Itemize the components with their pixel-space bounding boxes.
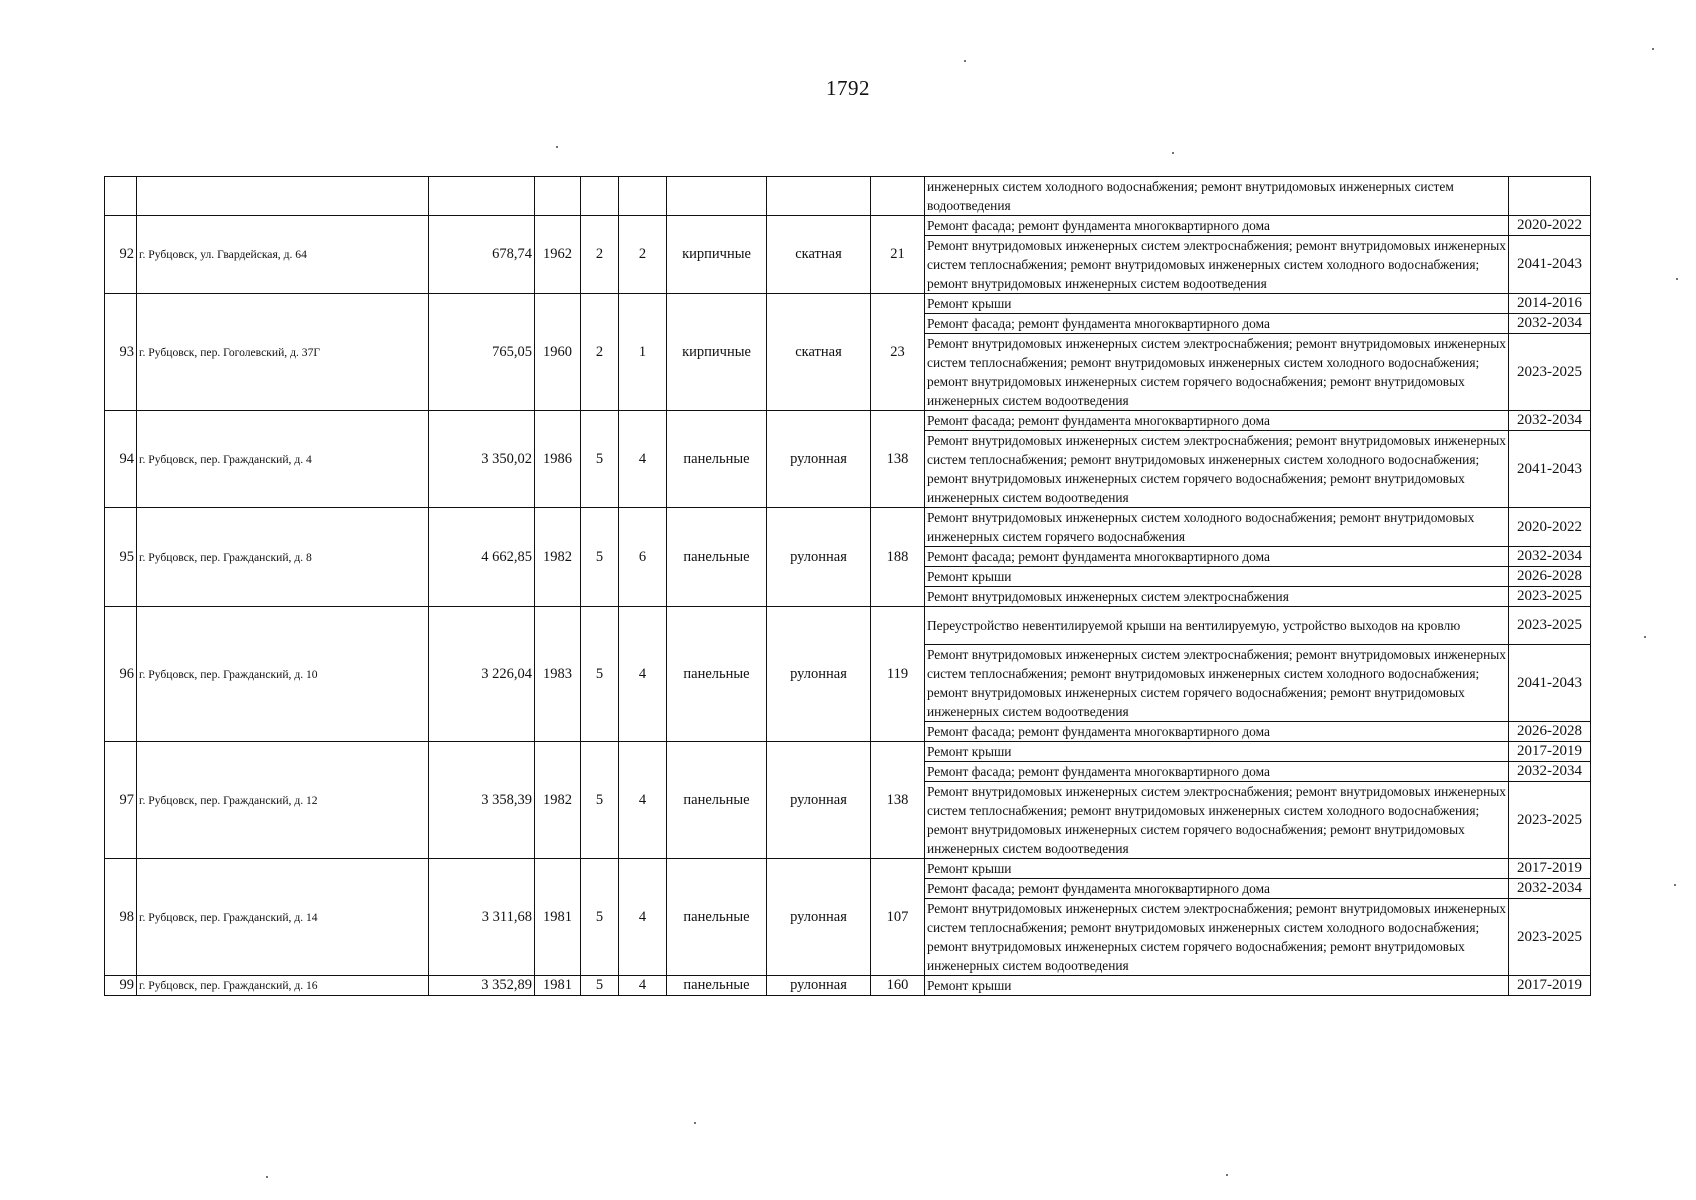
year-cell: 1983 — [535, 607, 581, 742]
work-period: 2020-2022 — [1509, 216, 1591, 236]
apartments-cell: 107 — [871, 859, 925, 976]
work-description: Ремонт внутридомовых инженерных систем электроснабжения; ремонт внутридомовых инженерных систем теплоснабжения; ремонт внутридомовых инженерных систем холодного водоснабжения; ремонт внутридомовых инженерных систем горячего водоснабжения; ремонт внутридомовых инженерных систем водоотведения — [925, 782, 1509, 859]
area-cell: 4 662,85 — [429, 508, 535, 607]
work-period: 2032-2034 — [1509, 547, 1591, 567]
row-number: 97 — [105, 742, 137, 859]
apartments-cell: 160 — [871, 976, 925, 996]
work-description: Ремонт фасада; ремонт фундамента многоквартирного дома — [925, 547, 1509, 567]
work-period: 2020-2022 — [1509, 508, 1591, 547]
area-cell: 3 226,04 — [429, 607, 535, 742]
table-row — [105, 976, 1591, 996]
entrances-cell: 2 — [619, 216, 667, 294]
table-row — [105, 508, 1591, 547]
floors-cell: 5 — [581, 859, 619, 976]
wall-material-cell: панельные — [667, 607, 767, 742]
floors-cell: 2 — [581, 216, 619, 294]
floors-cell: 5 — [581, 607, 619, 742]
empty-cell — [105, 177, 137, 216]
scan-speck — [556, 146, 558, 148]
work-period: 2032-2034 — [1509, 314, 1591, 334]
area-cell: 3 350,02 — [429, 411, 535, 508]
work-description: Ремонт крыши — [925, 859, 1509, 879]
housing-repair-table — [104, 176, 1591, 996]
apartments-cell: 119 — [871, 607, 925, 742]
year-cell: 1960 — [535, 294, 581, 411]
entrances-cell: 4 — [619, 607, 667, 742]
empty-cell — [667, 177, 767, 216]
work-description: Ремонт крыши — [925, 742, 1509, 762]
wall-material-cell: панельные — [667, 859, 767, 976]
scan-speck — [1676, 278, 1678, 280]
row-number: 96 — [105, 607, 137, 742]
work-description: Переустройство невентилируемой крыши на вентилируемую, устройство выходов на кровлю — [925, 607, 1509, 645]
row-number: 95 — [105, 508, 137, 607]
year-cell: 1982 — [535, 508, 581, 607]
empty-cell — [871, 177, 925, 216]
work-period: 2023-2025 — [1509, 334, 1591, 411]
table-row — [105, 294, 1591, 314]
floors-cell: 5 — [581, 742, 619, 859]
work-period: 2023-2025 — [1509, 899, 1591, 976]
entrances-cell: 4 — [619, 742, 667, 859]
roof-type-cell: скатная — [767, 294, 871, 411]
roof-type-cell: скатная — [767, 216, 871, 294]
work-period: 2026-2028 — [1509, 722, 1591, 742]
table-body — [105, 177, 1591, 996]
row-number: 98 — [105, 859, 137, 976]
year-cell: 1986 — [535, 411, 581, 508]
work-description: Ремонт фасада; ремонт фундамента многоквартирного дома — [925, 314, 1509, 334]
work-period: 2023-2025 — [1509, 587, 1591, 607]
scan-speck — [1652, 48, 1654, 50]
table-row — [105, 859, 1591, 879]
empty-cell — [767, 177, 871, 216]
apartments-cell: 188 — [871, 508, 925, 607]
apartments-cell: 138 — [871, 742, 925, 859]
work-description: Ремонт фасада; ремонт фундамента многоквартирного дома — [925, 216, 1509, 236]
scan-speck — [694, 1122, 696, 1124]
address-cell: г. Рубцовск, пер. Гражданский, д. 12 — [137, 742, 429, 859]
entrances-cell: 6 — [619, 508, 667, 607]
work-description: Ремонт внутридомовых инженерных систем электроснабжения — [925, 587, 1509, 607]
work-description: Ремонт внутридомовых инженерных систем электроснабжения; ремонт внутридомовых инженерных систем теплоснабжения; ремонт внутридомовых инженерных систем холодного водоснабжения; ремонт внутридомовых инженерных систем горячего водоснабжения; ремонт внутридомовых инженерных систем водоотведения — [925, 899, 1509, 976]
work-description: инженерных систем холодного водоснабжения; ремонт внутридомовых инженерных систем водоотведения — [925, 177, 1509, 216]
row-number: 93 — [105, 294, 137, 411]
empty-cell — [429, 177, 535, 216]
work-period: 2041-2043 — [1509, 645, 1591, 722]
roof-type-cell: рулонная — [767, 976, 871, 996]
area-cell: 3 352,89 — [429, 976, 535, 996]
address-cell: г. Рубцовск, пер. Гражданский, д. 4 — [137, 411, 429, 508]
work-period: 2026-2028 — [1509, 567, 1591, 587]
table-row — [105, 742, 1591, 762]
floors-cell: 2 — [581, 294, 619, 411]
work-period: 2023-2025 — [1509, 607, 1591, 645]
roof-type-cell: рулонная — [767, 607, 871, 742]
year-cell: 1981 — [535, 976, 581, 996]
scan-speck — [1674, 884, 1676, 886]
roof-type-cell: рулонная — [767, 411, 871, 508]
work-description: Ремонт внутридомовых инженерных систем электроснабжения; ремонт внутридомовых инженерных систем теплоснабжения; ремонт внутридомовых инженерных систем холодного водоснабжения; ремонт внутридомовых инженерных систем горячего водоснабжения; ремонт внутридомовых инженерных систем водоотведения — [925, 334, 1509, 411]
work-description: Ремонт внутридомовых инженерных систем электроснабжения; ремонт внутридомовых инженерных систем теплоснабжения; ремонт внутридомовых инженерных систем холодного водоснабжения; ремонт внутридомовых инженерных систем водоотведения — [925, 236, 1509, 294]
wall-material-cell: панельные — [667, 411, 767, 508]
work-period: 2041-2043 — [1509, 236, 1591, 294]
empty-cell — [137, 177, 429, 216]
table-row — [105, 216, 1591, 236]
area-cell: 678,74 — [429, 216, 535, 294]
entrances-cell: 4 — [619, 411, 667, 508]
work-description: Ремонт фасада; ремонт фундамента многоквартирного дома — [925, 762, 1509, 782]
work-description: Ремонт внутридомовых инженерных систем электроснабжения; ремонт внутридомовых инженерных систем теплоснабжения; ремонт внутридомовых инженерных систем холодного водоснабжения; ремонт внутридомовых инженерных систем горячего водоснабжения; ремонт внутридомовых инженерных систем водоотведения — [925, 645, 1509, 722]
apartments-cell: 138 — [871, 411, 925, 508]
table-row — [105, 607, 1591, 645]
work-description: Ремонт крыши — [925, 567, 1509, 587]
scan-speck — [964, 60, 966, 62]
address-cell: г. Рубцовск, пер. Гражданский, д. 8 — [137, 508, 429, 607]
table-row-continuation — [105, 177, 1591, 216]
roof-type-cell: рулонная — [767, 859, 871, 976]
apartments-cell: 23 — [871, 294, 925, 411]
area-cell: 765,05 — [429, 294, 535, 411]
apartments-cell: 21 — [871, 216, 925, 294]
work-period: 2032-2034 — [1509, 762, 1591, 782]
work-description: Ремонт крыши — [925, 294, 1509, 314]
entrances-cell: 4 — [619, 859, 667, 976]
wall-material-cell: панельные — [667, 742, 767, 859]
address-cell: г. Рубцовск, пер. Гражданский, д. 10 — [137, 607, 429, 742]
scan-speck — [1172, 152, 1174, 154]
floors-cell: 5 — [581, 976, 619, 996]
entrances-cell: 4 — [619, 976, 667, 996]
row-number: 92 — [105, 216, 137, 294]
work-description: Ремонт внутридомовых инженерных систем холодного водоснабжения; ремонт внутридомовых инженерных систем горячего водоснабжения — [925, 508, 1509, 547]
floors-cell: 5 — [581, 411, 619, 508]
roof-type-cell: рулонная — [767, 508, 871, 607]
work-description: Ремонт фасада; ремонт фундамента многоквартирного дома — [925, 411, 1509, 431]
address-cell: г. Рубцовск, ул. Гвардейская, д. 64 — [137, 216, 429, 294]
scan-speck — [1226, 1174, 1228, 1176]
address-cell: г. Рубцовск, пер. Гоголевский, д. 37Г — [137, 294, 429, 411]
scan-speck — [266, 1176, 268, 1178]
year-cell: 1962 — [535, 216, 581, 294]
row-number: 99 — [105, 976, 137, 996]
wall-material-cell: панельные — [667, 976, 767, 996]
work-description: Ремонт фасада; ремонт фундамента многоквартирного дома — [925, 879, 1509, 899]
roof-type-cell: рулонная — [767, 742, 871, 859]
empty-cell — [535, 177, 581, 216]
work-period: 2017-2019 — [1509, 976, 1591, 996]
address-cell: г. Рубцовск, пер. Гражданский, д. 16 — [137, 976, 429, 996]
work-period: 2041-2043 — [1509, 431, 1591, 508]
row-number: 94 — [105, 411, 137, 508]
area-cell: 3 311,68 — [429, 859, 535, 976]
work-description: Ремонт крыши — [925, 976, 1509, 996]
entrances-cell: 1 — [619, 294, 667, 411]
work-period: 2023-2025 — [1509, 782, 1591, 859]
work-description: Ремонт внутридомовых инженерных систем электроснабжения; ремонт внутридомовых инженерных систем теплоснабжения; ремонт внутридомовых инженерных систем холодного водоснабжения; ремонт внутридомовых инженерных систем горячего водоснабжения; ремонт внутридомовых инженерных систем водоотведения — [925, 431, 1509, 508]
area-cell: 3 358,39 — [429, 742, 535, 859]
year-cell: 1982 — [535, 742, 581, 859]
wall-material-cell: кирпичные — [667, 294, 767, 411]
scan-speck — [1644, 636, 1646, 638]
work-period: 2017-2019 — [1509, 742, 1591, 762]
work-period — [1509, 177, 1591, 216]
floors-cell: 5 — [581, 508, 619, 607]
wall-material-cell: кирпичные — [667, 216, 767, 294]
year-cell: 1981 — [535, 859, 581, 976]
address-cell: г. Рубцовск, пер. Гражданский, д. 14 — [137, 859, 429, 976]
work-description: Ремонт фасада; ремонт фундамента многоквартирного дома — [925, 722, 1509, 742]
work-period: 2032-2034 — [1509, 879, 1591, 899]
table-row — [105, 411, 1591, 431]
work-period: 2017-2019 — [1509, 859, 1591, 879]
empty-cell — [581, 177, 619, 216]
wall-material-cell: панельные — [667, 508, 767, 607]
work-period: 2014-2016 — [1509, 294, 1591, 314]
work-period: 2032-2034 — [1509, 411, 1591, 431]
page-number: 1792 — [826, 76, 870, 100]
empty-cell — [619, 177, 667, 216]
